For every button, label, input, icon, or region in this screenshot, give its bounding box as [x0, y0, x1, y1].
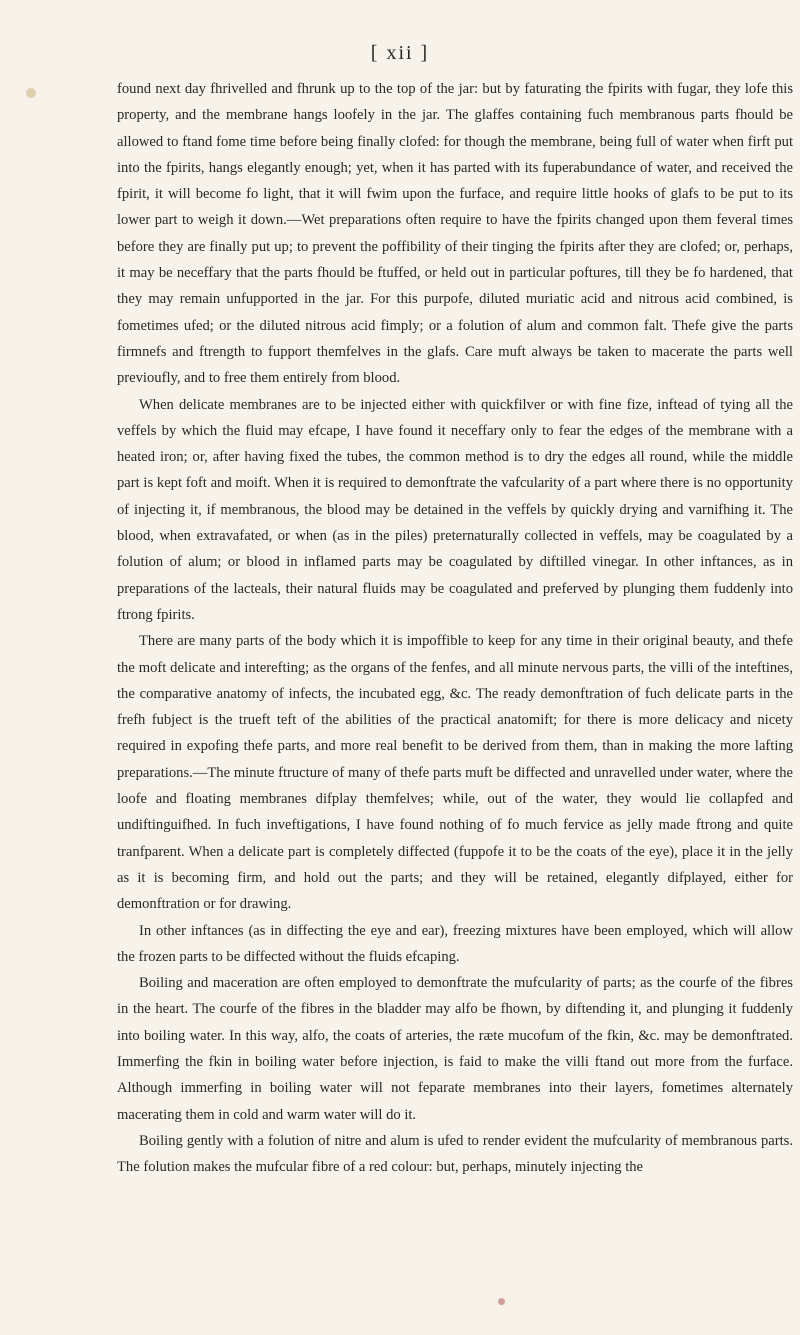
body-text	[117, 76, 793, 1180]
paragraph: When delicate membranes are to be injected either with quickfilver or with fine fize, inftead of tying all the veffels by which the fluid may efcape, I have found it neceffary only to fear the edges of the membrane with a heated iron; or, after having fixed the tubes, the common method is to dry the edges all round, while the middle part is kept foft and moift. When it is required to demonftrate the vafcularity of a part where there is no opportunity of injecting it, if membranous, the blood may be detained in the veffels by quickly drying and varnifhing it. The blood, when extravafated, or when (as in the piles) preternaturally collected in veffels, may be coagulated by a folution of alum; or blood in inflamed parts may be coagulated by diftilled vinegar. In other inftances, as in preparations of the lacteals, their natural fluids may be coagulated and preferved by plunging them fuddenly into ftrong fpirits.	[117, 396, 793, 623]
paragraph: Boiling and maceration are often employed to demonftrate the mufcularity of parts; as the courfe of the fibres in the heart. The courfe of the fibres in the bladder may alfo be fhown, by diftending it, and plunging it fuddenly into boiling water. In this way, alfo, the coats of arteries, the ræte mucofum of the fkin, &c. may be demonftrated. Immerfing the fkin in boiling water before injection, is faid to make the villi ftand out more from the furface. Although immerfing in boiling water will not feparate membranes into their layers, fometimes alternately macerating them in cold and warm water will do it.	[117, 975, 793, 1123]
paragraph: Boiling gently with a folution of nitre and alum is ufed to render evident the mufcularity of membranous parts. The folution makes the mufcular fibre of a red colour: but, perhaps, minutely injecting the	[117, 1132, 793, 1176]
paragraph: In other inftances (as in diffecting the eye and ear), freezing mixtures have been employed, which will allow the frozen parts to be diffected without the fluids efcaping.	[117, 922, 793, 965]
page-number: [ xii ]	[370, 42, 430, 64]
paragraph: There are many parts of the body which it is impoffible to keep for any time in their original beauty, and thefe the moft delicate and interefting; as the organs of the fenfes, and all minute nervous parts, the villi of the inteftines, the comparative anatomy of infects, the incubated egg, &c. The ready demonftration of fuch delicate parts in the frefh fubject is the trueft teft of the abilities of the practical anatomift; for there is more delicacy and nicety required in expofing thefe parts, and more real benefit to be derived from them, than in making the more lafting preparations.—The minute ftructure of many of thefe parts muft be diffected and unravelled under water, where the loofe and floating membranes difplay themfelves; while, out of the water, they would lie collapfed and undiftinguifhed. In fuch inveftigations, I have found nothing of fo much fervice as jelly made ftrong and quite tranfparent. When a delicate part is completely diffected (fuppofe it to be the coats of the eye), place it in the jelly as it is becoming firm, and hold out the parts; and they will be retained, elegantly difplayed, either for demonftration or for drawing.	[117, 633, 793, 913]
paragraph: found next day fhrivelled and fhrunk up to the top of the jar: but by faturating the fpirits with fugar, they lofe this property, and the membrane hangs loofely in the jar. The glaffes containing fuch membranous parts fhould be allowed to ftand fome time before being finally clofed: for though the membrane, being full of water when firft put into the fpirits, hangs elegantly enough; yet, when it has parted with its fuperabundance of water, and received the fpirit, it will become fo light, that it will fwim upon the furface, and require little hooks of glafs to be put to its lower part to weigh it down.—Wet preparations often require to have the fpirits changed upon them feveral times before they are finally put up; to prevent the poffibility of their tinging the fpirits after they are clofed; or, perhaps, it may be neceffary that the parts fhould be ftuffed, or held out in particular poftures, till they be fo hardened, that they may remain unfupported in the jar. For this purpofe, diluted muriatic acid and nitrous acid combined, is fometimes ufed; or the diluted nitrous acid fimply; or a folution of alum and common falt. Thefe give the parts firmnefs and ftrength to fupport themfelves in the glafs. Care muft always be taken to macerate the parts well previoufly, and to free them entirely from blood.	[117, 81, 793, 387]
paper-stain	[26, 88, 36, 98]
paper-stain	[498, 1298, 505, 1305]
